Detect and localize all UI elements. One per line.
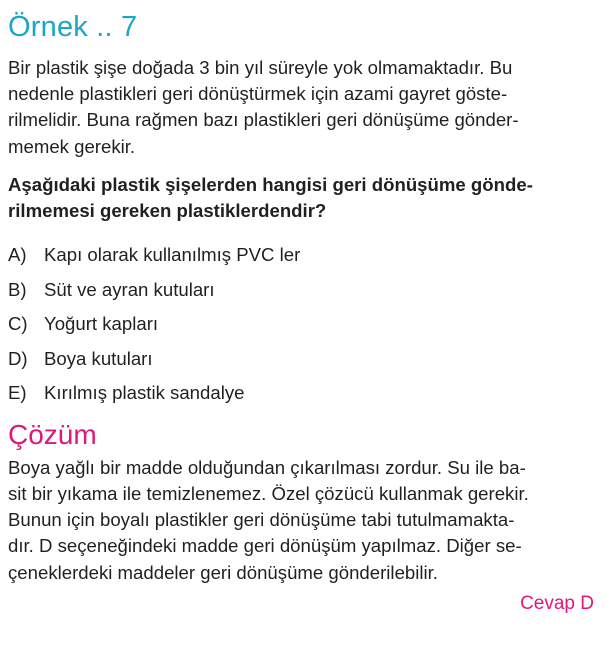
option-a[interactable] — [8, 238, 598, 273]
option-c[interactable] — [8, 307, 598, 342]
option-letter: E) — [8, 382, 27, 404]
question-intro-line: nedenle plastikleri geri dönüştürmek için azami gayret göste- — [8, 83, 508, 105]
option-letter: C) — [8, 313, 28, 335]
option-e[interactable] — [8, 376, 598, 411]
option-b[interactable] — [8, 273, 598, 308]
answer-label: Cevap D — [520, 592, 594, 614]
question-prompt-line: Aşağıdaki plastik şişelerden hangisi geri dönüşüme gönde- — [8, 173, 533, 195]
option-text: Süt ve ayran kutuları — [44, 278, 215, 300]
solution-line: Boya yağlı bir madde olduğundan çıkarılması zordur. Su ile ba- — [8, 456, 526, 478]
question-intro-line: memek gerekir. — [8, 135, 136, 157]
question-intro — [8, 55, 598, 160]
option-text: Boya kutuları — [44, 347, 153, 369]
option-letter: D) — [8, 347, 28, 369]
solution-title: Çözüm — [8, 418, 97, 450]
question-intro-line: rilmelidir. Buna rağmen bazı plastikleri geri dönüşüme gönder- — [8, 109, 519, 131]
question-intro-line: Bir plastik şişe doğada 3 bin yıl süreyle yok olmamaktadır. Bu — [8, 57, 513, 78]
solution-line: dır. D seçeneğindeki madde geri dönüşüm yapılmaz. Diğer se- — [8, 535, 522, 557]
option-text: Kırılmış plastik sandalye — [44, 382, 245, 404]
solution-body — [8, 455, 598, 586]
option-letter: A) — [8, 244, 27, 266]
solution-line: sit bir yıkama ile temizlenemez. Özel çözücü kullanmak gerekir. — [8, 482, 529, 504]
question-prompt — [8, 172, 598, 224]
answer-options — [8, 238, 598, 411]
example-title: Örnek .. 7 — [8, 11, 138, 43]
option-d[interactable] — [8, 342, 598, 377]
option-text: Kapı olarak kullanılmış PVC ler — [44, 244, 301, 266]
document-page — [8, 0, 598, 616]
solution-line: Bunun için boyalı plastikler geri dönüşüme tabi tutulmamakta- — [8, 509, 515, 531]
solution-line: çeneklerdeki maddeler geri dönüşüme gönderilebilir. — [8, 561, 438, 583]
question-prompt-line: rilmemesi gereken plastiklerdendir? — [8, 200, 327, 222]
option-letter: B) — [8, 278, 27, 300]
option-text: Yoğurt kapları — [44, 313, 159, 335]
